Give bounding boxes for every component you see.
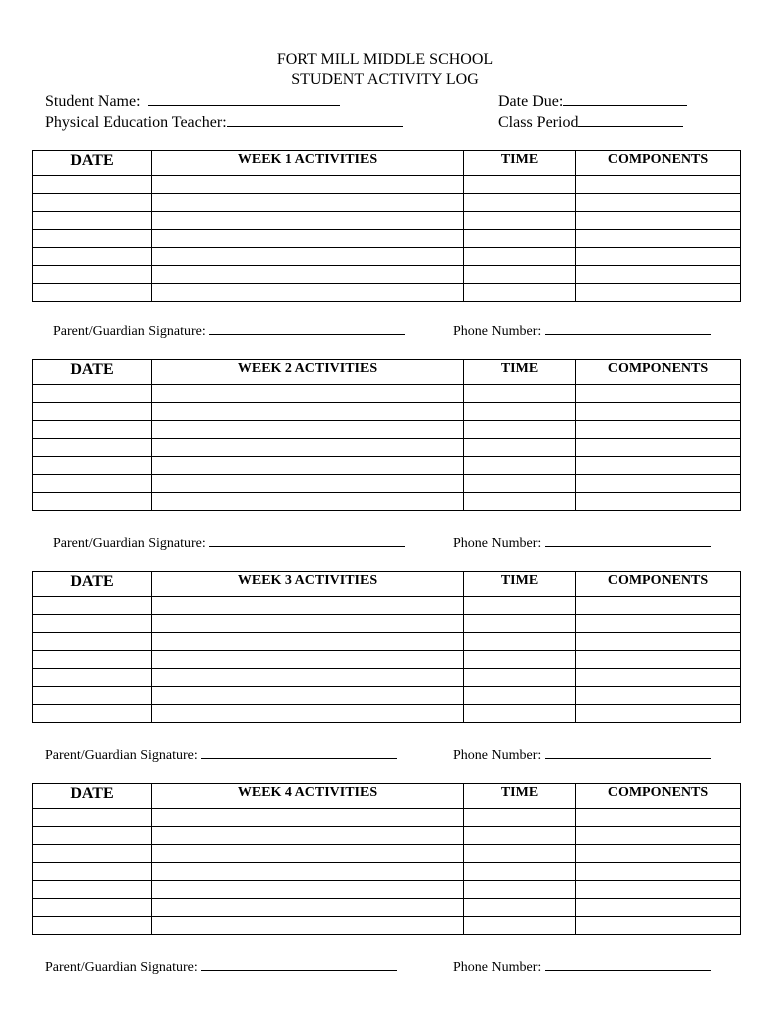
- phone-label: Phone Number:: [453, 748, 542, 763]
- signature-line: [45, 745, 397, 765]
- date-cell[interactable]: [33, 403, 152, 421]
- activity-cell[interactable]: [152, 615, 464, 633]
- time-cell[interactable]: [464, 687, 576, 705]
- signature-label: Parent/Guardian Signature:: [45, 960, 198, 975]
- phone-field[interactable]: [545, 321, 711, 335]
- date-due-line: [498, 90, 687, 112]
- time-column-header: TIME: [464, 151, 576, 176]
- date-cell[interactable]: [33, 194, 152, 212]
- phone-label: Phone Number:: [453, 536, 542, 551]
- time-cell[interactable]: [464, 248, 576, 266]
- date-cell[interactable]: [33, 827, 152, 845]
- components-column-header: COMPONENTS: [576, 784, 741, 809]
- activity-cell[interactable]: [152, 827, 464, 845]
- class-period-label: Class Period: [498, 114, 579, 131]
- components-cell[interactable]: [576, 881, 741, 899]
- date-cell[interactable]: [33, 421, 152, 439]
- table-header-row: [33, 151, 741, 176]
- components-cell[interactable]: [576, 248, 741, 266]
- table-row: [33, 651, 741, 669]
- signature-field[interactable]: [209, 533, 405, 547]
- activity-cell[interactable]: [152, 421, 464, 439]
- time-column-header: TIME: [464, 784, 576, 809]
- components-cell[interactable]: [576, 597, 741, 615]
- table-header-row: [33, 784, 741, 809]
- activity-cell[interactable]: [152, 687, 464, 705]
- time-cell[interactable]: [464, 266, 576, 284]
- week-1-table: [32, 150, 741, 302]
- table-row: [33, 809, 741, 827]
- student-name-label: Student Name:: [45, 93, 141, 110]
- date-cell[interactable]: [33, 457, 152, 475]
- components-cell[interactable]: [576, 899, 741, 917]
- components-cell[interactable]: [576, 212, 741, 230]
- teacher-field[interactable]: [227, 111, 403, 127]
- components-cell[interactable]: [576, 651, 741, 669]
- time-cell[interactable]: [464, 230, 576, 248]
- time-cell[interactable]: [464, 669, 576, 687]
- date-cell[interactable]: [33, 212, 152, 230]
- date-cell[interactable]: [33, 845, 152, 863]
- date-due-field[interactable]: [563, 90, 687, 106]
- activity-cell[interactable]: [152, 899, 464, 917]
- activity-cell[interactable]: [152, 248, 464, 266]
- date-cell[interactable]: [33, 475, 152, 493]
- table-row: [33, 212, 741, 230]
- components-cell[interactable]: [576, 705, 741, 723]
- table-row: [33, 669, 741, 687]
- components-column-header: COMPONENTS: [576, 572, 741, 597]
- date-cell[interactable]: [33, 809, 152, 827]
- student-name-field[interactable]: [148, 90, 340, 106]
- components-cell[interactable]: [576, 863, 741, 881]
- phone-label: Phone Number:: [453, 324, 542, 339]
- signature-field[interactable]: [201, 745, 397, 759]
- activity-cell[interactable]: [152, 633, 464, 651]
- date-cell[interactable]: [33, 248, 152, 266]
- components-cell[interactable]: [576, 687, 741, 705]
- time-cell[interactable]: [464, 845, 576, 863]
- date-cell[interactable]: [33, 230, 152, 248]
- time-cell[interactable]: [464, 705, 576, 723]
- date-cell[interactable]: [33, 881, 152, 899]
- signature-field[interactable]: [201, 957, 397, 971]
- phone-line: [453, 533, 711, 553]
- time-cell[interactable]: [464, 212, 576, 230]
- components-cell[interactable]: [576, 194, 741, 212]
- time-cell[interactable]: [464, 633, 576, 651]
- signature-label: Parent/Guardian Signature:: [53, 536, 206, 551]
- date-due-label: Date Due:: [498, 93, 564, 110]
- activities-column-header: WEEK 1 ACTIVITIES: [152, 151, 464, 176]
- table-row: [33, 615, 741, 633]
- activity-cell[interactable]: [152, 597, 464, 615]
- date-cell[interactable]: [33, 633, 152, 651]
- table-row: [33, 863, 741, 881]
- signature-label: Parent/Guardian Signature:: [45, 748, 198, 763]
- table-row: [33, 633, 741, 651]
- components-cell[interactable]: [576, 615, 741, 633]
- signature-line: [45, 957, 397, 977]
- teacher-line: [45, 111, 403, 133]
- table-row: [33, 493, 741, 511]
- components-cell[interactable]: [576, 493, 741, 511]
- date-cell[interactable]: [33, 687, 152, 705]
- phone-field[interactable]: [545, 745, 711, 759]
- activity-cell[interactable]: [152, 403, 464, 421]
- date-column-header: DATE: [33, 360, 152, 385]
- time-cell[interactable]: [464, 284, 576, 302]
- time-cell[interactable]: [464, 881, 576, 899]
- table-row: [33, 176, 741, 194]
- table-row: [33, 266, 741, 284]
- date-cell[interactable]: [33, 917, 152, 935]
- signature-line: [53, 321, 405, 341]
- time-cell[interactable]: [464, 385, 576, 403]
- activity-cell[interactable]: [152, 475, 464, 493]
- date-cell[interactable]: [33, 439, 152, 457]
- time-cell[interactable]: [464, 493, 576, 511]
- date-cell[interactable]: [33, 615, 152, 633]
- components-cell[interactable]: [576, 439, 741, 457]
- table-row: [33, 899, 741, 917]
- table-row: [33, 284, 741, 302]
- time-cell[interactable]: [464, 615, 576, 633]
- components-cell[interactable]: [576, 809, 741, 827]
- date-cell[interactable]: [33, 176, 152, 194]
- time-cell[interactable]: [464, 917, 576, 935]
- activity-cell[interactable]: [152, 266, 464, 284]
- table-row: [33, 457, 741, 475]
- time-cell[interactable]: [464, 597, 576, 615]
- components-cell[interactable]: [576, 457, 741, 475]
- phone-line: [453, 745, 711, 765]
- phone-field[interactable]: [545, 957, 711, 971]
- time-cell[interactable]: [464, 194, 576, 212]
- activity-cell[interactable]: [152, 194, 464, 212]
- date-column-header: DATE: [33, 784, 152, 809]
- activity-cell[interactable]: [152, 809, 464, 827]
- activity-cell[interactable]: [152, 493, 464, 511]
- table-row: [33, 248, 741, 266]
- time-cell[interactable]: [464, 403, 576, 421]
- time-cell[interactable]: [464, 863, 576, 881]
- date-cell[interactable]: [33, 899, 152, 917]
- components-cell[interactable]: [576, 827, 741, 845]
- time-cell[interactable]: [464, 176, 576, 194]
- table-row: [33, 845, 741, 863]
- date-cell[interactable]: [33, 705, 152, 723]
- components-column-header: COMPONENTS: [576, 360, 741, 385]
- date-column-header: DATE: [33, 572, 152, 597]
- components-cell[interactable]: [576, 475, 741, 493]
- time-cell[interactable]: [464, 457, 576, 475]
- date-cell[interactable]: [33, 669, 152, 687]
- table-row: [33, 475, 741, 493]
- activity-cell[interactable]: [152, 385, 464, 403]
- components-column-header: COMPONENTS: [576, 151, 741, 176]
- time-column-header: TIME: [464, 360, 576, 385]
- date-cell[interactable]: [33, 863, 152, 881]
- table-row: [33, 917, 741, 935]
- date-cell[interactable]: [33, 284, 152, 302]
- activity-cell[interactable]: [152, 863, 464, 881]
- activity-cell[interactable]: [152, 439, 464, 457]
- components-cell[interactable]: [576, 633, 741, 651]
- components-cell[interactable]: [576, 176, 741, 194]
- activity-cell[interactable]: [152, 705, 464, 723]
- school-name: FORT MILL MIDDLE SCHOOL: [276, 51, 494, 68]
- table-row: [33, 194, 741, 212]
- signature-label: Parent/Guardian Signature:: [53, 324, 206, 339]
- components-cell[interactable]: [576, 421, 741, 439]
- week-2-table: [32, 359, 741, 511]
- activity-cell[interactable]: [152, 284, 464, 302]
- table-row: [33, 403, 741, 421]
- components-cell[interactable]: [576, 669, 741, 687]
- phone-line: [453, 957, 711, 977]
- activity-cell[interactable]: [152, 669, 464, 687]
- activities-column-header: WEEK 2 ACTIVITIES: [152, 360, 464, 385]
- components-cell[interactable]: [576, 266, 741, 284]
- activity-cell[interactable]: [152, 212, 464, 230]
- activity-cell[interactable]: [152, 230, 464, 248]
- week-3-table: [32, 571, 741, 723]
- form-title: STUDENT ACTIVITY LOG: [291, 71, 479, 88]
- components-cell[interactable]: [576, 403, 741, 421]
- table-row: [33, 597, 741, 615]
- phone-field[interactable]: [545, 533, 711, 547]
- class-period-field[interactable]: [578, 111, 683, 127]
- table-row: [33, 230, 741, 248]
- table-header-row: [33, 360, 741, 385]
- time-cell[interactable]: [464, 651, 576, 669]
- date-column-header: DATE: [33, 151, 152, 176]
- table-row: [33, 687, 741, 705]
- activity-cell[interactable]: [152, 881, 464, 899]
- activities-column-header: WEEK 4 ACTIVITIES: [152, 784, 464, 809]
- table-row: [33, 827, 741, 845]
- week-4-table: [32, 783, 741, 935]
- time-cell[interactable]: [464, 827, 576, 845]
- components-cell[interactable]: [576, 385, 741, 403]
- table-header-row: [33, 572, 741, 597]
- teacher-label: Physical Education Teacher:: [45, 114, 227, 131]
- activity-cell[interactable]: [152, 651, 464, 669]
- activities-column-header: WEEK 3 ACTIVITIES: [152, 572, 464, 597]
- activity-cell[interactable]: [152, 845, 464, 863]
- time-column-header: TIME: [464, 572, 576, 597]
- date-cell[interactable]: [33, 266, 152, 284]
- time-cell[interactable]: [464, 809, 576, 827]
- activity-cell[interactable]: [152, 457, 464, 475]
- student-name-line: [45, 90, 340, 112]
- components-cell[interactable]: [576, 845, 741, 863]
- time-cell[interactable]: [464, 421, 576, 439]
- components-cell[interactable]: [576, 284, 741, 302]
- components-cell[interactable]: [576, 917, 741, 935]
- date-cell[interactable]: [33, 493, 152, 511]
- date-cell[interactable]: [33, 597, 152, 615]
- class-period-line: [498, 111, 683, 133]
- phone-label: Phone Number:: [453, 960, 542, 975]
- time-cell[interactable]: [464, 439, 576, 457]
- components-cell[interactable]: [576, 230, 741, 248]
- time-cell[interactable]: [464, 899, 576, 917]
- table-row: [33, 385, 741, 403]
- table-row: [33, 439, 741, 457]
- date-cell[interactable]: [33, 385, 152, 403]
- signature-line: [53, 533, 405, 553]
- signature-field[interactable]: [209, 321, 405, 335]
- phone-line: [453, 321, 711, 341]
- table-row: [33, 705, 741, 723]
- activity-cell[interactable]: [152, 176, 464, 194]
- time-cell[interactable]: [464, 475, 576, 493]
- activity-cell[interactable]: [152, 917, 464, 935]
- table-row: [33, 881, 741, 899]
- table-row: [33, 421, 741, 439]
- date-cell[interactable]: [33, 651, 152, 669]
